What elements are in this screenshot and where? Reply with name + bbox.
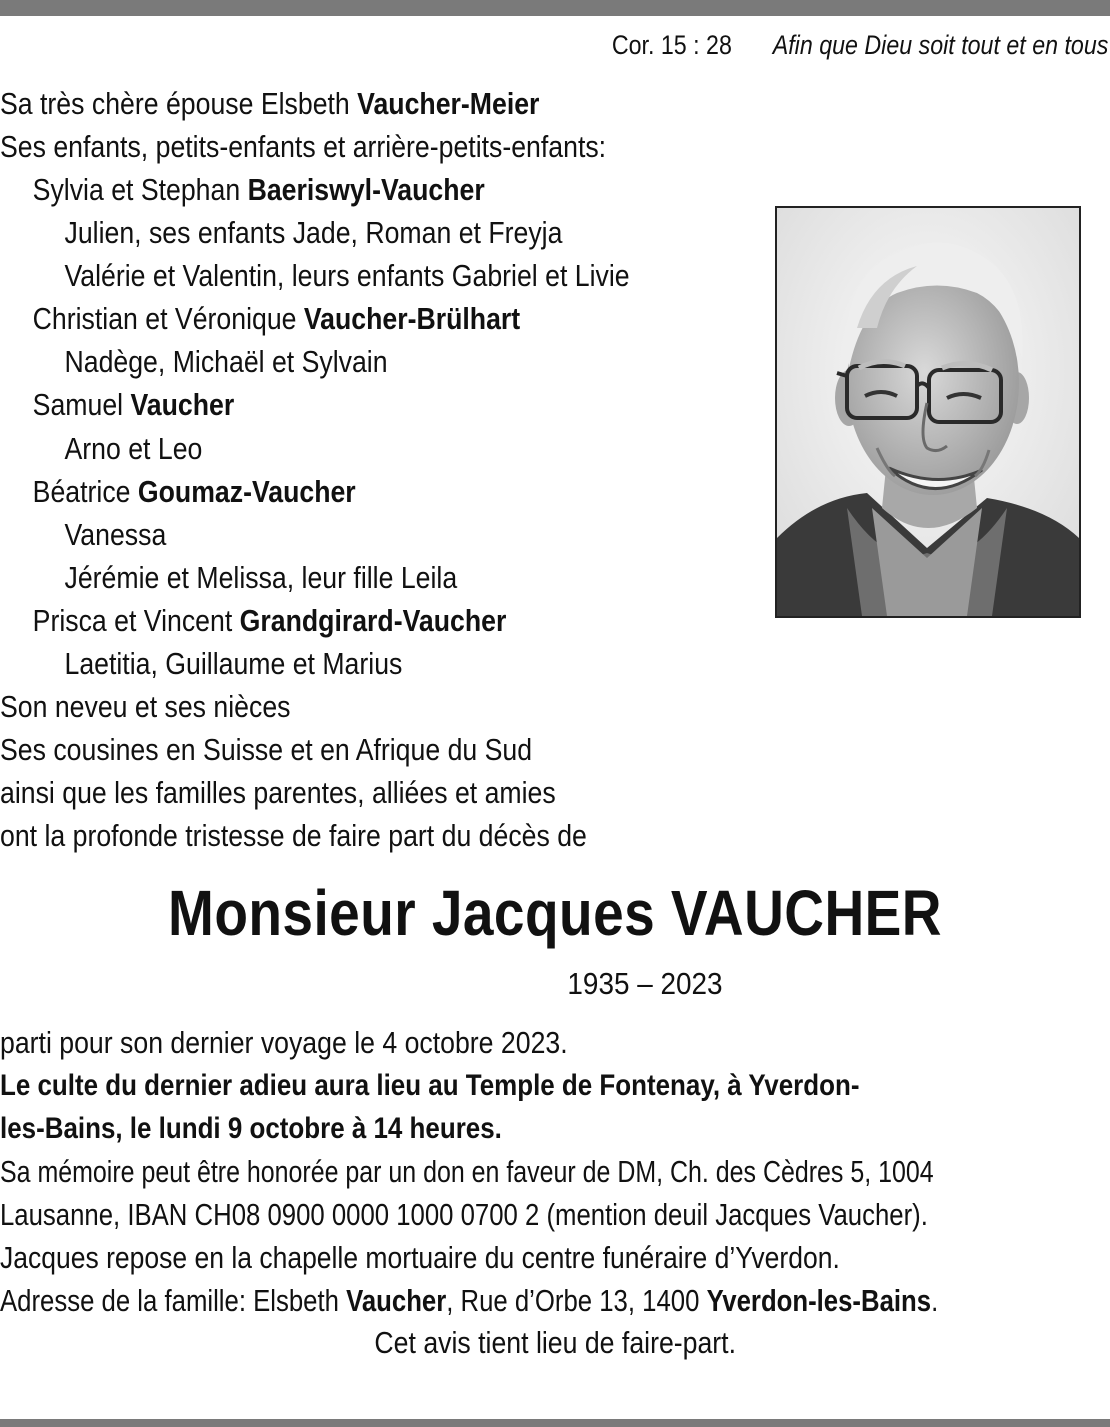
child-3-names: Samuel	[32, 387, 131, 422]
grandchild-1-2: Valérie et Valentin, leurs enfants Gabriel et Livie	[64, 258, 630, 293]
bottom-rule	[0, 1419, 1110, 1427]
portrait-photo	[775, 206, 1081, 618]
service-line-1: Le culte du dernier adieu aura lieu au Temple de Fontenay, à Yverdon-	[0, 1069, 860, 1102]
address-prefix: Adresse de la famille: Elsbeth	[0, 1283, 347, 1318]
child-1-surname: Baeriswyl-Vaucher	[247, 172, 485, 207]
child-4	[0, 470, 356, 513]
life-dates: 1935 – 2023	[567, 966, 723, 1001]
grandchild-4-1: Vanessa	[64, 517, 167, 552]
nephews-line: Son neveu et ses nièces	[0, 689, 291, 724]
grandchild-3-1: Arno et Leo	[64, 431, 203, 466]
child-4-surname: Goumaz-Vaucher	[137, 474, 356, 509]
children-intro: Ses enfants, petits-enfants et arrière-petits-enfants:	[0, 129, 607, 164]
address-line	[0, 1279, 938, 1322]
address-end: .	[931, 1283, 939, 1318]
address-street: , Rue d’Orbe 13, 1400	[446, 1283, 707, 1318]
deceased-name: Monsieur Jacques VAUCHER	[168, 877, 942, 949]
spouse-line	[0, 82, 539, 125]
child-4-names: Béatrice	[32, 474, 138, 509]
service-line-2: les-Bains, le lundi 9 octobre à 14 heures.	[0, 1112, 502, 1145]
address-city: Yverdon-les-Bains	[706, 1283, 932, 1318]
announcement-line: ont la profonde tristesse de faire part du décès de	[0, 818, 587, 853]
child-3-surname: Vaucher	[130, 387, 235, 422]
bible-verse	[611, 30, 1108, 61]
grandchild-5-1: Laetitia, Guillaume et Marius	[64, 646, 403, 681]
rest-line: Jacques repose en la chapelle mortuaire du centre funéraire d’Yverdon.	[0, 1240, 840, 1275]
donation-line-2: Lausanne, IBAN CH08 0900 0000 1000 0700 2 (mention deuil Jacques Vaucher).	[0, 1197, 928, 1232]
grandchild-2-1: Nadège, Michaël et Sylvain	[64, 344, 388, 379]
child-2-names: Christian et Véronique	[32, 301, 304, 336]
footer-note: Cet avis tient lieu de faire-part.	[374, 1325, 736, 1360]
footer	[0, 1321, 1110, 1364]
grandchild-1-1: Julien, ses enfants Jade, Roman et Freyja	[64, 215, 563, 250]
spouse-surname: Vaucher-Meier	[357, 86, 540, 121]
departed-line: parti pour son dernier voyage le 4 octobre 2023.	[0, 1025, 568, 1060]
portrait-illustration	[777, 208, 1079, 616]
child-1-names: Sylvia et Stephan	[32, 172, 248, 207]
donation-line-1: Sa mémoire peut être honorée par un don en faveur de DM, Ch. des Cèdres 5, 1004	[0, 1154, 934, 1189]
child-5-surname: Grandgirard-Vaucher	[239, 603, 507, 638]
child-1	[0, 168, 485, 211]
spouse-prefix: Sa très chère épouse Elsbeth	[0, 86, 358, 121]
cousins-line: Ses cousines en Suisse et en Afrique du Sud	[0, 732, 533, 767]
child-3	[0, 383, 234, 426]
families-line: ainsi que les familles parentes, alliées et amies	[0, 775, 556, 810]
address-surname: Vaucher	[346, 1283, 447, 1318]
verse-reference: Cor. 15 : 28	[611, 30, 732, 60]
top-rule	[0, 0, 1110, 16]
grandchild-4-2: Jérémie et Melissa, leur fille Leila	[64, 560, 458, 595]
child-5	[0, 599, 506, 642]
child-5-names: Prisca et Vincent	[32, 603, 240, 638]
verse-quote: Afin que Dieu soit tout et en tous	[772, 30, 1108, 60]
child-2-surname: Vaucher-Brülhart	[303, 301, 521, 336]
child-2	[0, 297, 520, 340]
